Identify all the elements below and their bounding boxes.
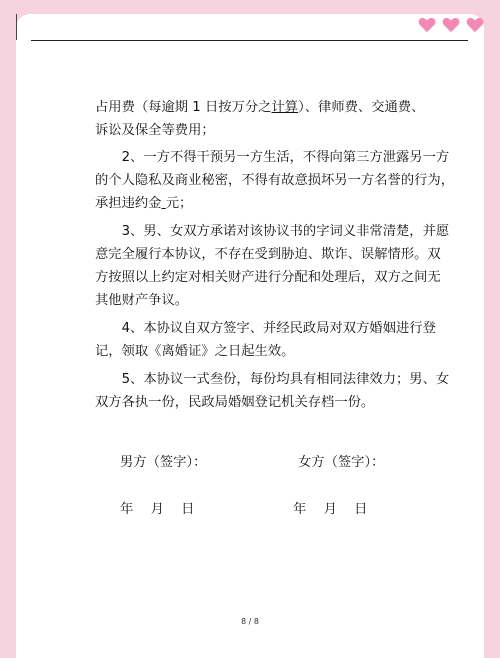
header-rule — [31, 40, 468, 41]
heart-icon — [418, 17, 436, 33]
clause-4-line: 记，领取《离婚证》之日起生效。 — [95, 344, 295, 359]
clause-4-line: 4、本协议自双方签字、并经民政局对双方婚姻进行登 — [121, 321, 436, 336]
clause-3-line: 意完全履行本协议，不存在受到胁迫、欺诈、误解情形。双 — [95, 247, 441, 262]
clause-3-line: 方按照以上约定对相关财产进行分配和处理后，双方之间无 — [95, 270, 441, 285]
clause-3-line: 3、男、女双方承诺对该协议书的字词义非常清楚，并愿 — [121, 224, 450, 239]
continued-paragraph-line: 占用费（每逾期 1 日按万分之计算）、律师费、交通费、 — [95, 100, 425, 115]
clause-5-line: 5、本协议一式叁份，每份均具有相同法律效力；男、女 — [121, 372, 450, 387]
heart-icon — [466, 17, 484, 33]
female-date-line: 年 月 日 — [293, 502, 370, 517]
male-date-line: 年 月 日 — [120, 502, 197, 517]
female-signature-label: 女方（签字）： — [298, 455, 385, 470]
hearts-decoration — [418, 17, 484, 33]
heart-icon — [442, 17, 460, 33]
penalty-rate-blank: 计算 — [271, 100, 299, 115]
page-corner-tick — [16, 14, 17, 40]
clause-2-line: 2、一方不得干预另一方生活，不得向第三方泄露另一方 — [121, 150, 450, 165]
page-number: 8 / 8 — [241, 617, 259, 626]
agreement-body — [95, 96, 455, 414]
clause-5-line: 双方各执一份，民政局婚姻登记机关存档一份。 — [95, 395, 375, 410]
clause-2-line: 承担违约金 元； — [95, 196, 193, 211]
clause-3-line: 其他财产争议。 — [95, 293, 189, 308]
male-signature-label: 男方（签字）： — [120, 455, 207, 470]
clause-2-line: 的个人隐私及商业秘密，不得有故意损坏另一方名誉的行为， — [95, 173, 455, 188]
continued-paragraph-line: 诉讼及保全等费用； — [95, 123, 215, 138]
